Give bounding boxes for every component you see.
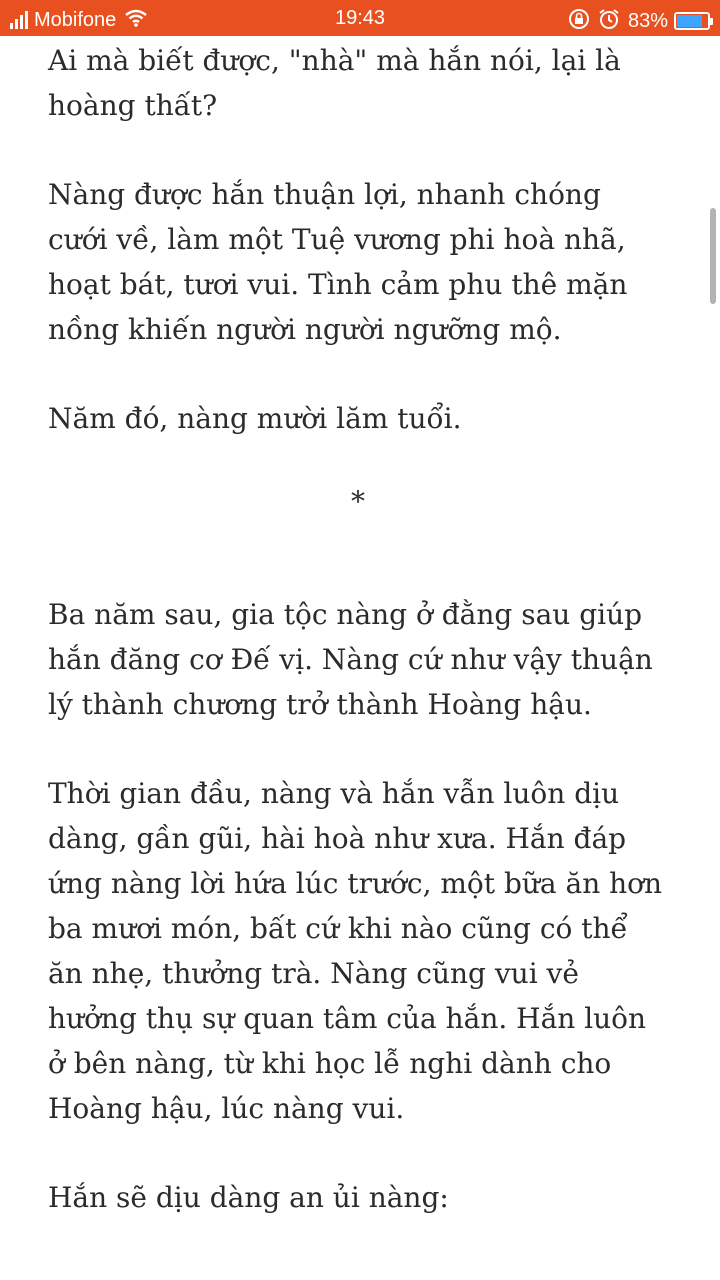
paragraph: Ba năm sau, gia tộc nàng ở đằng sau giúp hắn đăng cơ Đế vị. Nàng cứ như vậy thuận lý thành chương trở thành Hoàng hậu. — [48, 598, 653, 721]
battery-cap — [710, 18, 713, 25]
paragraph: Hắn sẽ dịu dàng an ủi nàng: — [48, 1181, 449, 1214]
battery-fill — [677, 15, 702, 27]
paragraph: Năm đó, nàng mười lăm tuổi. — [48, 402, 462, 435]
battery-percent: 83% — [627, 9, 668, 32]
reader-content[interactable] — [48, 38, 668, 1264]
paragraph: Nàng được hắn thuận lợi, nhanh chóng cưới về, làm một Tuệ vương phi hoà nhã, hoạt bát, tươi vui. Tình cảm phu thê mặn nồng khiến người người ngưỡng mộ. — [48, 178, 628, 346]
battery-icon — [674, 12, 710, 30]
alarm-icon — [598, 8, 620, 36]
paragraph: Ai mà biết được, "nhà" mà hắn nói, lại là hoàng thất? — [48, 44, 621, 122]
scrollbar-thumb[interactable] — [710, 208, 716, 304]
section-separator: * — [351, 485, 365, 518]
paragraph: Thời gian đầu, nàng và hắn vẫn luôn dịu dàng, gần gũi, hài hoà như xưa. Hắn đáp ứng nàng lời hứa lúc trước, một bữa ăn hơn ba mươi món, bất cứ khi nào cũng có thể ăn nhẹ, thưởng trà. Nàng cũng vui vẻ hưởng thụ sự quan tâm của hắn. Hắn luôn ở bên nàng, từ khi học lễ nghi dành cho Hoàng hậu, lúc nàng vui. — [48, 777, 663, 1125]
status-right — [568, 6, 710, 36]
status-time: 19:43 — [334, 7, 386, 29]
status-bar — [0, 0, 720, 36]
rotation-lock-icon — [568, 8, 590, 36]
carrier-name: Mobifone — [34, 8, 117, 31]
